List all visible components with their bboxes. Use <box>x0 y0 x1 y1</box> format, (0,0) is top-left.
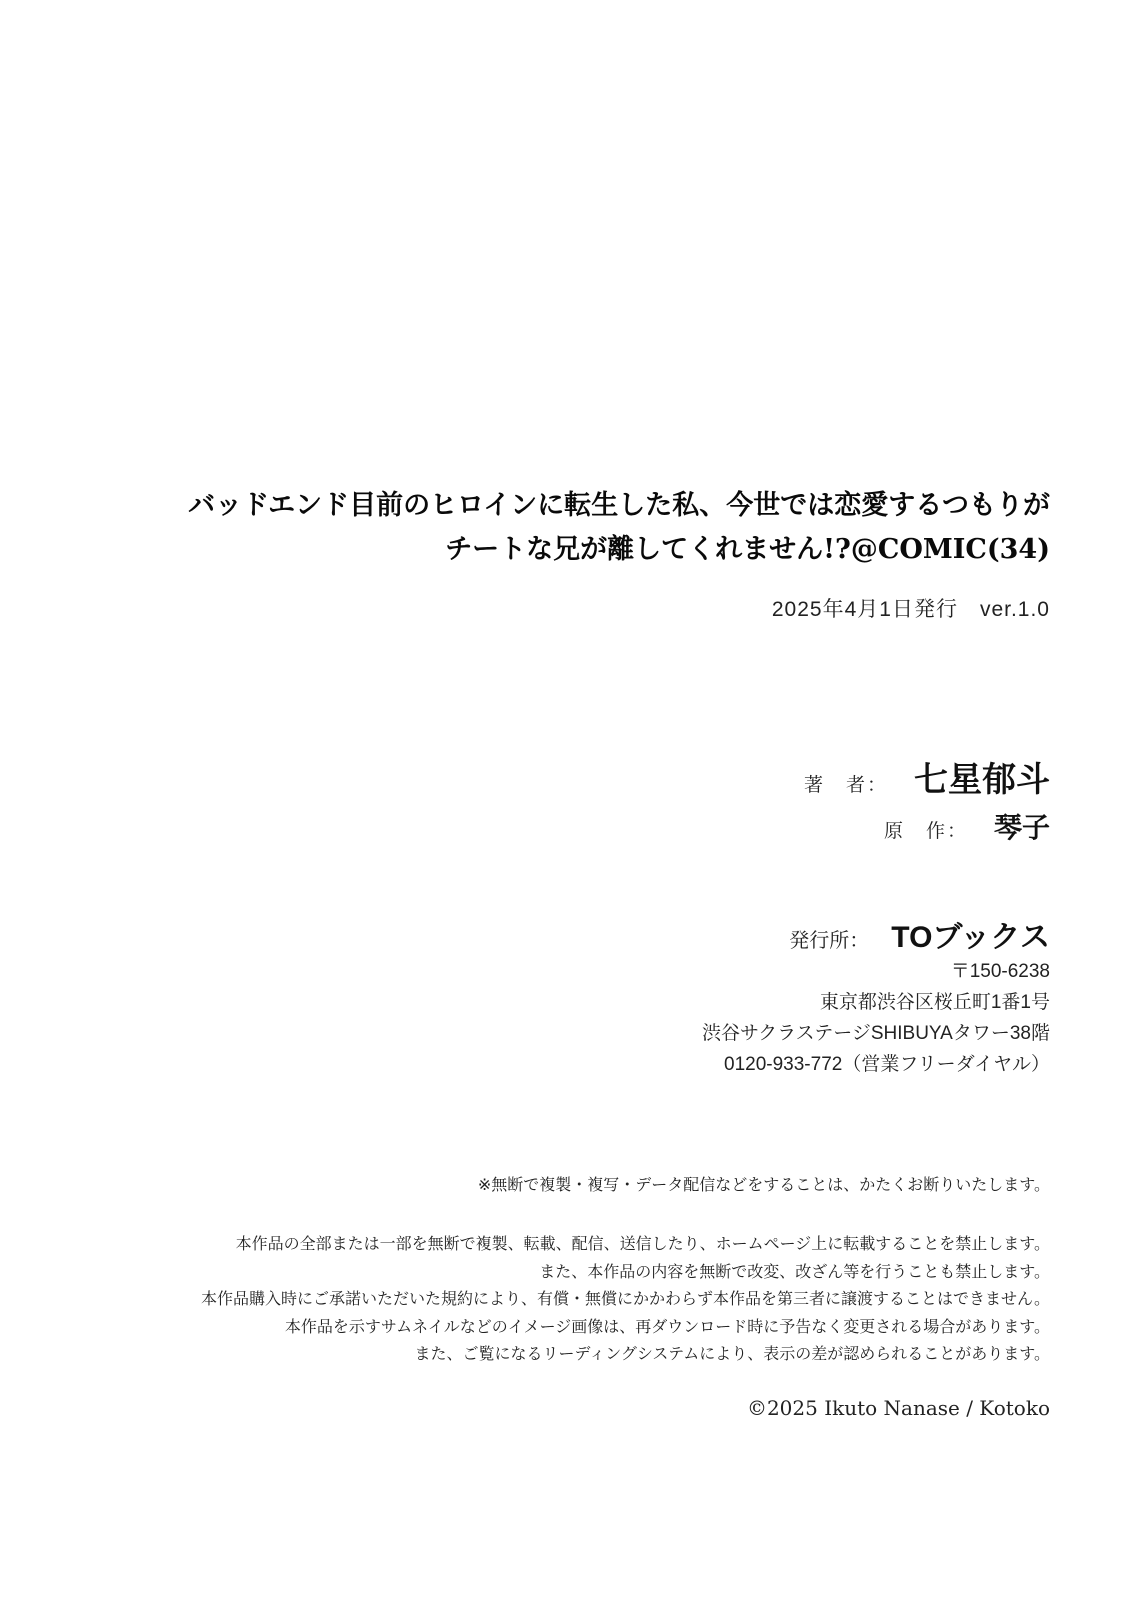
publisher-label: 発行所： <box>789 930 870 952</box>
postal-code: 〒150-6238 <box>950 961 1050 982</box>
book-title-line-1: バッドエンド目前のヒロインに転生した私、今世では恋愛するつもりが <box>188 490 1050 521</box>
original-author-name: 琴子 <box>993 812 1050 843</box>
edition-date: 2025年4月1日発行 ver.1.0 <box>771 598 1050 621</box>
book-title-line-2: チートな兄が離してくれません!?@COMIC(34) <box>445 534 1050 565</box>
legal-line-3: 本作品購入時にご承諾いただいた規約により、有償・無償にかかわらず本作品を第三者に譲渡することはできません。 <box>201 1291 1050 1308</box>
legal-line-1: 本作品の全部または一部を無断で複製、転載、配信、送信したり、ホームページ上に転載することを禁止します。 <box>235 1236 1050 1253</box>
address-line-2: 渋谷サクラステージSHIBUYAタワー38階 <box>701 1023 1050 1044</box>
author-label: 著 者： <box>803 775 888 796</box>
address-line-1: 東京都渋谷区桜丘町1番1号 <box>819 992 1050 1013</box>
legal-line-4: 本作品を示すサムネイルなどのイメージ画像は、再ダウンロード時に予告なく変更される場合があります。 <box>284 1318 1050 1336</box>
copyright-line: ©2025 Ikuto Nanase / Kotoko <box>746 1396 1050 1420</box>
publisher-row <box>789 912 1050 956</box>
legal-line-2: また、本作品の内容を無断で改変、改ざん等を行うことも禁止します。 <box>539 1263 1050 1281</box>
legal-line-5: また、ご覧になるリーディングシステムにより、表示の差が認められることがあります。 <box>414 1346 1050 1363</box>
original-author-label: 原 作： <box>883 821 968 842</box>
original-author-row <box>884 806 1050 846</box>
book-title <box>188 484 1050 572</box>
publisher-name: TOブックス <box>891 921 1050 954</box>
reproduction-notice: ※無断で複製・複写・データ配信などをすることは、かたくお断りいたします。 <box>477 1177 1050 1194</box>
author-row <box>804 752 1050 801</box>
legal-text-block <box>201 1231 1050 1369</box>
publisher-address-block <box>702 956 1050 1080</box>
phone-number: 0120-933-772（営業フリーダイヤル） <box>724 1054 1050 1075</box>
author-name: 七星郁斗 <box>914 761 1050 799</box>
